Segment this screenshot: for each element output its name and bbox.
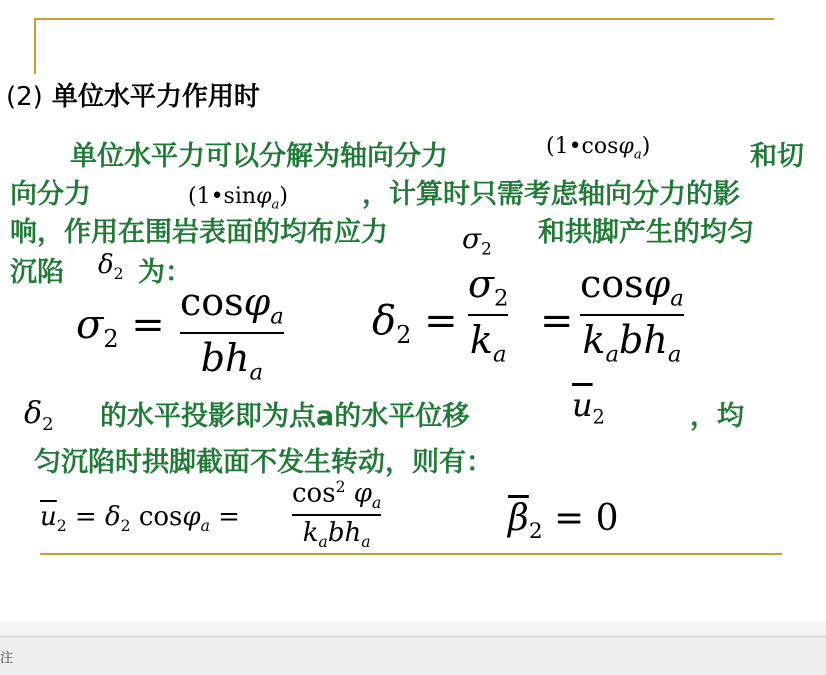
symbol-sigma2: $\sigma_2$ xyxy=(462,222,492,259)
fraction-bar xyxy=(180,332,284,334)
slide-gap xyxy=(0,622,826,636)
eq-delta2-denominator2: $k_abh_a$ xyxy=(582,317,682,368)
para1-line3: 响，作用在围岩表面的均布应力 xyxy=(10,217,388,248)
para2-line2: 匀沉陷时拱脚截面不发生转动，则有： xyxy=(34,447,493,478)
para1-line4-tail: 为： xyxy=(138,257,192,288)
para1-line2-a: 向分力 xyxy=(10,179,91,210)
eq-delta2-fraction1 xyxy=(468,262,508,367)
eq-sigma2-denominator: $bh_a$ xyxy=(200,335,264,386)
section-title: 单位水平力作用时 xyxy=(51,82,260,112)
para1-line2-b: ，计算时只需考虑轴向分力的影 xyxy=(362,179,740,210)
para1-line4: 沉陷 xyxy=(10,257,64,288)
para1-line1-tail: 和切 xyxy=(750,141,804,172)
para1-line3-tail: 和拱脚产生的均匀 xyxy=(538,217,754,248)
para2-line1-tail: ，均 xyxy=(690,401,744,432)
eq-delta2-numerator2: cosφ$_a$ xyxy=(580,262,684,312)
fraction-bar xyxy=(580,314,684,316)
symbol-delta2-start: $\delta_2$ xyxy=(24,396,54,435)
eq-sigma2-lhs: $\sigma_2$ = xyxy=(76,302,165,353)
eq-u2-fraction xyxy=(292,478,381,551)
notes-label: 注 xyxy=(0,651,14,666)
eq-u2-numerator: $\cos^2 \varphi_a$ xyxy=(292,478,382,512)
para2-line1: 的水平投影即为点a的水平位移 xyxy=(100,401,470,432)
section-heading xyxy=(6,76,260,113)
eq-delta2-lhs: $\delta_2$ = xyxy=(372,298,458,349)
left-rule xyxy=(34,18,36,74)
eq-delta2-fraction2 xyxy=(580,262,684,367)
eq-delta2-numerator1: $\sigma_2$ xyxy=(468,262,509,312)
eq-u2-lhs: $\overline{u}_2 = \delta_2$ cosφ$_a$ = xyxy=(40,502,240,536)
formula-tangential-component: (1•sinφ$_a$) xyxy=(188,184,288,213)
symbol-delta2: $\delta_2$ xyxy=(98,250,124,284)
eq-u2-denominator: $k_abh_a$ xyxy=(302,517,371,552)
symbol-u2-bar: $\overline{u}_2$ xyxy=(572,386,605,429)
para1-line1: 单位水平力可以分解为轴向分力 xyxy=(70,141,448,172)
fraction-bar xyxy=(468,314,508,316)
top-rule xyxy=(34,18,774,20)
eq-delta2-denominator1: $k_a$ xyxy=(469,317,507,368)
eq-delta2-equals: = xyxy=(540,298,574,344)
notes-bar[interactable] xyxy=(0,636,826,675)
eq-beta2: $\overline{\beta}_2 = 0$ xyxy=(508,498,619,545)
bottom-rule xyxy=(40,553,782,555)
formula-axial-component: (1•cosφ$_a$) xyxy=(546,134,651,163)
fraction-bar xyxy=(292,514,381,516)
eq-sigma2-numerator: cosφ$_a$ xyxy=(180,280,284,330)
section-number: (2) xyxy=(6,82,43,112)
eq-sigma2-fraction xyxy=(180,280,284,385)
